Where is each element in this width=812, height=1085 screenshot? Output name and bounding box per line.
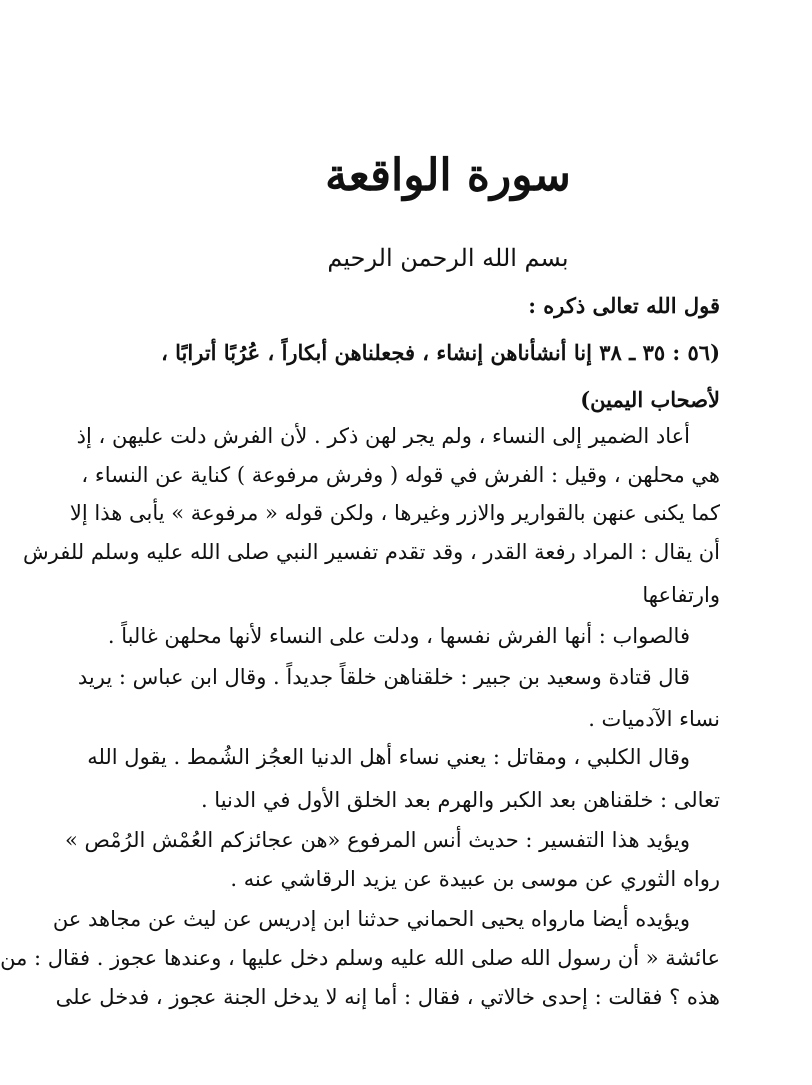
body-text-line: هذه ؟ فقالت : إحدى خالاتي ، فقال : أما إنه لا يدخل الجنة عجوز ، فدخل على [55, 985, 720, 1009]
body-text-line: قال قتادة وسعيد بن جبير : خلقناهن خلقاً جديداً . وقال ابن عباس : يريد [77, 665, 690, 689]
body-text-line: وقال الكلبي ، ومقاتل : يعني نساء أهل الدنيا العجُز الشُمط . يقول الله [87, 745, 690, 769]
body-text-line: وارتفاعها [642, 583, 720, 607]
section-heading: قول الله تعالى ذكره : [528, 293, 720, 318]
body-text-line: أن يقال : المراد رفعة القدر ، وقد تقدم تفسير النبي صلى الله عليه وسلم للفرش [23, 540, 720, 564]
body-text-line: هي محلهن ، وقيل : الفرش في قوله ( وفرش مرفوعة ) كناية عن النساء ، [81, 463, 720, 487]
body-text-line: كما يكنى عنهن بالقوارير والازر وغيرها ، ولكن قوله « مرفوعة » يأبى هذا إلا [69, 501, 720, 525]
body-text-line: عائشة « أن رسول الله صلى الله عليه وسلم دخل عليها ، وعندها عجوز . فقال : من [0, 946, 720, 970]
body-text-line: نساء الآدميات . [588, 707, 720, 731]
surah-title: سورة الواقعة [325, 150, 571, 201]
body-text-line: فالصواب : أنها الفرش نفسها ، ودلت على النساء لأنها محلهن غالباً . [107, 624, 690, 648]
body-text-line: ويؤيده أيضا مارواه يحيى الحماني حدثنا ابن إدريس عن ليث عن مجاهد عن [52, 907, 690, 931]
basmala-line: بسم الله الرحمن الرحيم [327, 244, 569, 272]
body-text-line: رواه الثوري عن موسى بن عبيدة عن يزيد الرقاشي عنه . [230, 867, 720, 891]
verse-text-end: لأصحاب اليمين) [580, 387, 720, 412]
verse-text: (٥٦ : ٣٥ ـ ٣٨ إنا أنشأناهن إنشاء ، فجعلناهن أبكاراً ، عُرُبًا أترابًا ، [161, 340, 720, 365]
body-text-line: تعالى : خلقناهن بعد الكبر والهرم بعد الخلق الأول في الدنيا . [200, 788, 720, 812]
body-text-line: أعاد الضمير إلى النساء ، ولم يجر لهن ذكر . لأن الفرش دلت عليهن ، إذ [76, 424, 690, 448]
body-text-line: ويؤيد هذا التفسير : حديث أنس المرفوع «هن عجائزكم العُمْش الرُمْص » [64, 828, 690, 852]
